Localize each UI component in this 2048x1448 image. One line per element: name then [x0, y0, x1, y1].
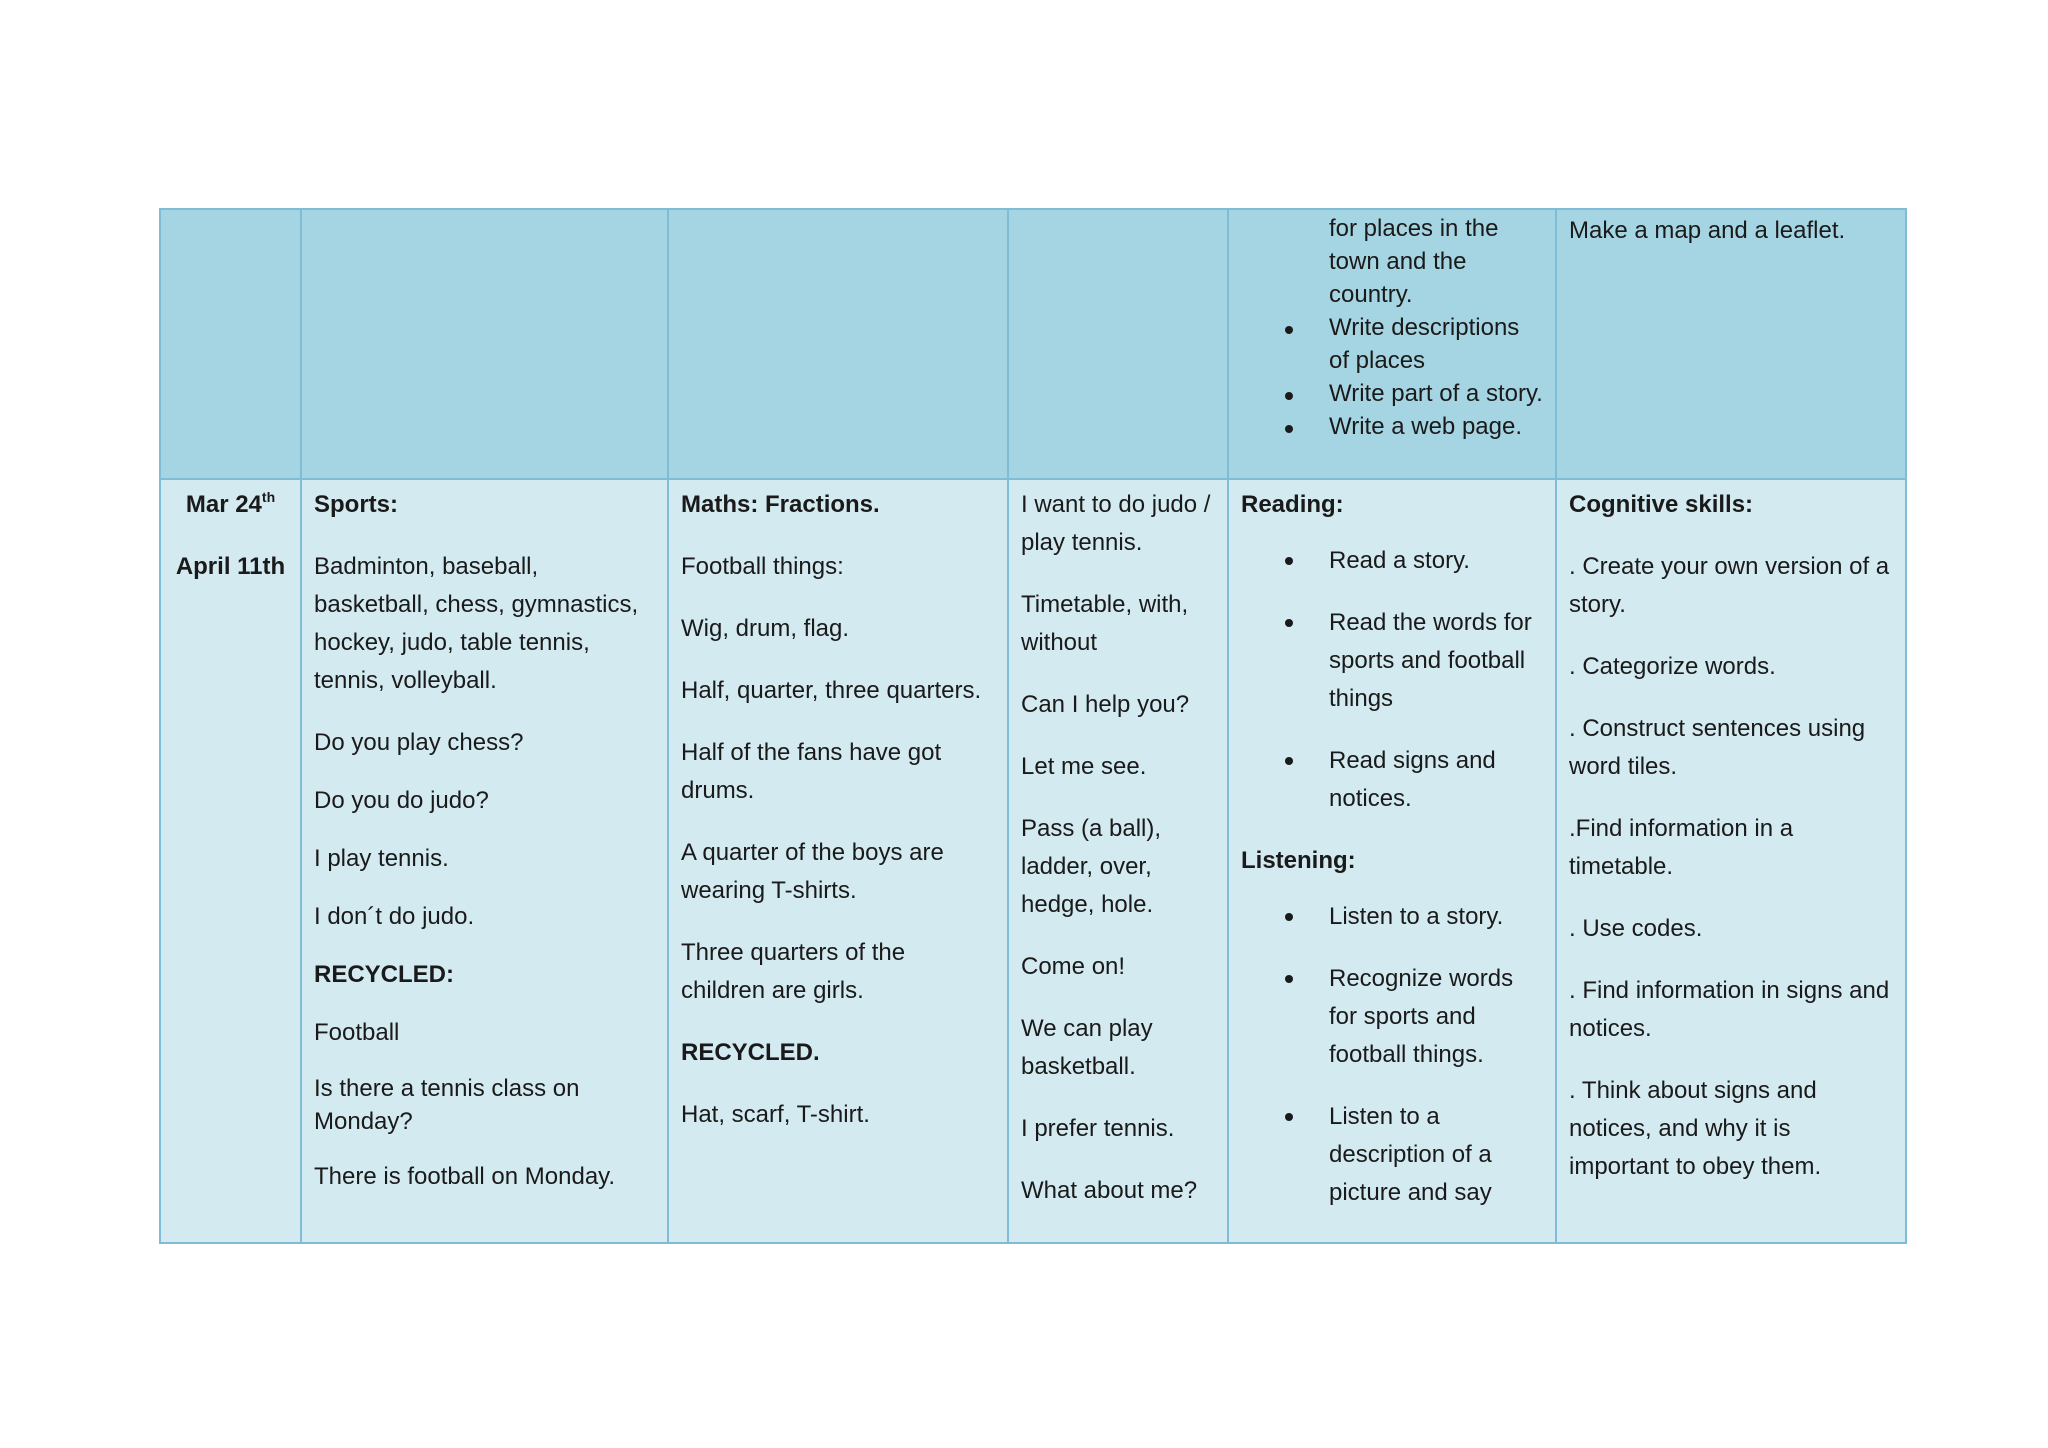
table-cell: [160, 209, 301, 479]
bullet-icon: [1285, 757, 1293, 765]
language-line: Let me see.: [1021, 753, 1147, 780]
list-item: Write part of a story.: [1241, 377, 1543, 410]
table-row: [160, 209, 1906, 479]
cognitive-heading: Cognitive skills:: [1569, 491, 1754, 518]
table-cell: [301, 209, 668, 479]
list-item: Read signs and notices.: [1241, 742, 1543, 818]
maths-line: Wig, drum, flag.: [681, 615, 850, 642]
table-cell: [1008, 209, 1228, 479]
vocab-line: Is there a tennis class on Monday?: [314, 1075, 580, 1135]
vocab-line: Do you do judo?: [314, 787, 489, 814]
cognitive-item: . Construct sentences using word tiles.: [1569, 715, 1866, 780]
reading-heading: Reading:: [1241, 491, 1344, 518]
cognitive-item: . Find information in signs and notices.: [1569, 977, 1890, 1042]
sports-list: Badminton, baseball, basketball, chess, gymnastics, hockey, judo, table tennis, tennis, volleyball.: [314, 553, 639, 694]
language-line: I prefer tennis.: [1021, 1115, 1175, 1142]
reading-continued-text: for places in the town and the country.: [1329, 215, 1499, 308]
cross-curricular-cell: [668, 479, 1008, 1243]
list-item: Listen to a story.: [1241, 898, 1543, 936]
list-item: Write a web page.: [1241, 410, 1543, 443]
vocab-line: Do you play chess?: [314, 729, 524, 756]
cognitive-cell: [1556, 479, 1906, 1243]
maths-line: Half of the fans have got drums.: [681, 739, 942, 804]
list-item: Read a story.: [1241, 542, 1543, 580]
date-end: April 11th: [175, 553, 286, 580]
language-line: What about me?: [1021, 1177, 1198, 1204]
table-cell: [1228, 209, 1556, 479]
listening-list: [1241, 898, 1543, 1212]
language-line: We can play basketball.: [1021, 1015, 1153, 1080]
vocab-line: There is football on Monday.: [314, 1163, 616, 1190]
table-cell: [668, 209, 1008, 479]
vocab-line: Football: [314, 1019, 400, 1046]
listening-heading: Listening:: [1241, 847, 1356, 874]
bullet-icon: [1285, 1113, 1293, 1121]
recycled-heading: RECYCLED.: [681, 1039, 820, 1066]
maths-heading: Maths: Fractions.: [681, 491, 880, 518]
date-cell: [160, 479, 301, 1243]
lesson-plan-table: [159, 208, 1907, 1244]
bullet-icon: [1285, 913, 1293, 921]
language-line: Can I help you?: [1021, 691, 1190, 718]
bullet-icon: [1285, 425, 1293, 433]
maths-line: A quarter of the boys are wearing T-shirts.: [681, 839, 944, 904]
vocab-line: I don´t do judo.: [314, 903, 475, 930]
bullet-icon: [1285, 975, 1293, 983]
language-line: I want to do judo / play tennis.: [1021, 491, 1211, 556]
maths-line: Hat, scarf, T-shirt.: [681, 1101, 870, 1128]
language-line: Come on!: [1021, 953, 1126, 980]
language-line: Timetable, with, without: [1021, 591, 1189, 656]
maths-line: Half, quarter, three quarters.: [681, 677, 982, 704]
vocabulary-heading: Sports:: [314, 491, 398, 518]
cognitive-item: . Create your own version of a story.: [1569, 553, 1890, 618]
skills-cell: [1228, 479, 1556, 1243]
list-item: Write descriptions of places: [1241, 311, 1543, 377]
cognitive-item: . Think about signs and notices, and why it is important to obey them.: [1569, 1077, 1822, 1180]
bullet-icon: [1285, 557, 1293, 565]
bullet-icon: [1285, 326, 1293, 334]
maths-line: Three quarters of the children are girls.: [681, 939, 906, 1004]
cognitive-item: .Find information in a timetable.: [1569, 815, 1794, 880]
bullet-icon: [1285, 619, 1293, 627]
list-item: Read the words for sports and football things: [1241, 604, 1543, 718]
project-text: Make a map and a leaflet.: [1569, 217, 1846, 244]
table-row: [160, 479, 1906, 1243]
list-item: Recognize words for sports and football things.: [1241, 960, 1543, 1074]
recycled-heading: RECYCLED:: [314, 961, 455, 988]
table-cell: [1556, 209, 1906, 479]
cognitive-item: . Categorize words.: [1569, 653, 1776, 680]
writing-list: [1241, 311, 1543, 443]
language-line: Pass (a ball), ladder, over, hedge, hole.: [1021, 815, 1162, 918]
list-item: Listen to a description of a picture and say: [1241, 1098, 1543, 1212]
bullet-icon: [1285, 392, 1293, 400]
cognitive-item: . Use codes.: [1569, 915, 1703, 942]
language-cell: [1008, 479, 1228, 1243]
maths-line: Football things:: [681, 553, 844, 580]
vocabulary-cell: [301, 479, 668, 1243]
vocab-line: I play tennis.: [314, 845, 449, 872]
reading-list: [1241, 542, 1543, 818]
date-start: Mar 24th: [185, 489, 276, 518]
